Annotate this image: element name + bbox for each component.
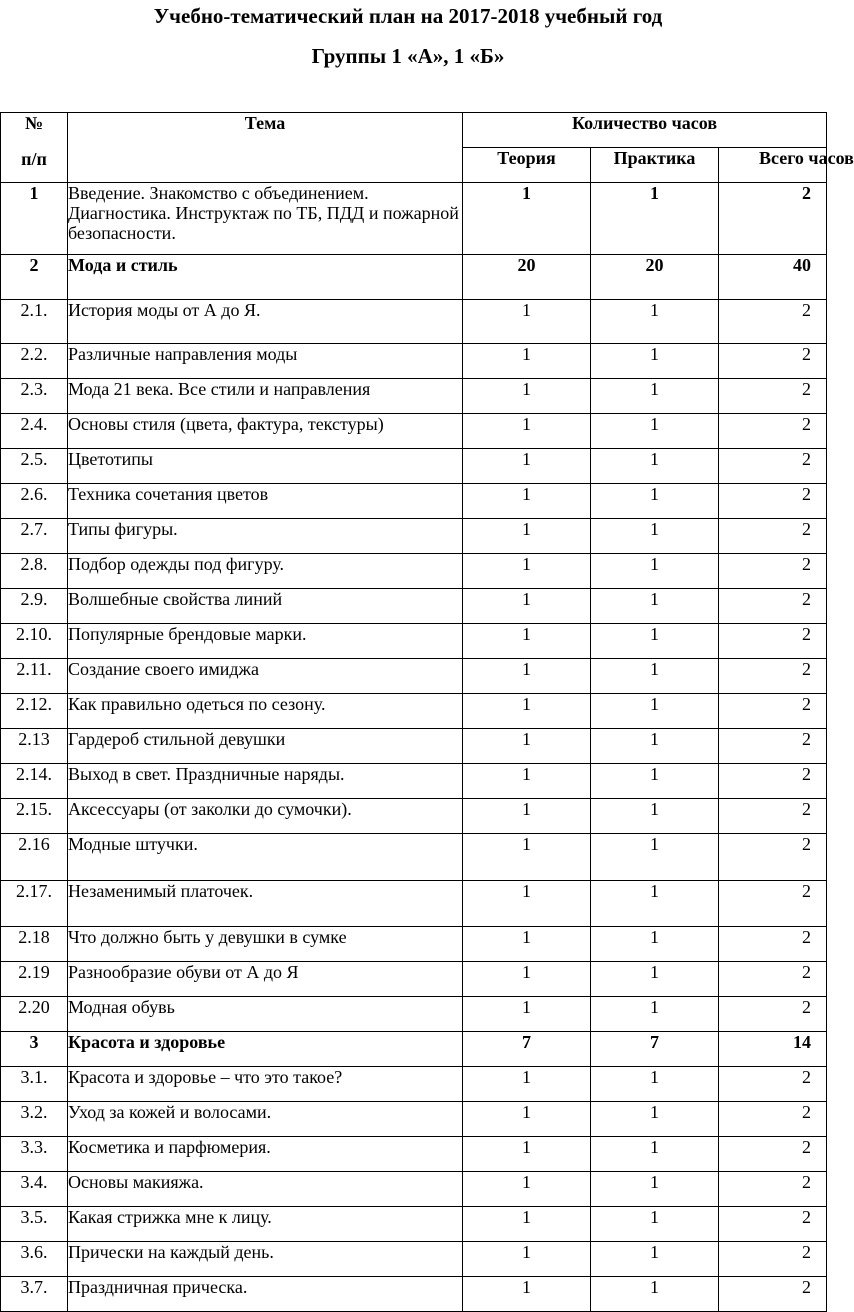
row-practice: 1: [591, 624, 719, 659]
row-number: 2.8.: [1, 554, 68, 589]
row-theory: 1: [463, 414, 591, 449]
row-number: 2.9.: [1, 589, 68, 624]
row-number: 2.6.: [1, 484, 68, 519]
row-number: 3.1.: [1, 1067, 68, 1102]
row-theory: 7: [463, 1032, 591, 1067]
row-total: 2: [719, 927, 827, 962]
table-row: [1, 962, 827, 997]
row-theory: 1: [463, 927, 591, 962]
row-number: 3.2.: [1, 1102, 68, 1137]
row-number: 3.4.: [1, 1172, 68, 1207]
row-theory: 1: [463, 1277, 591, 1312]
header-theory: Теория: [463, 148, 591, 183]
table-row: [1, 834, 827, 881]
row-total: 2: [719, 834, 827, 881]
table-row: [1, 414, 827, 449]
row-topic: Типы фигуры.: [68, 519, 463, 554]
row-practice: 1: [591, 729, 719, 764]
table-row: [1, 1102, 827, 1137]
table-row: [1, 1137, 827, 1172]
row-topic: Незаменимый платочек.: [68, 881, 463, 927]
row-total: 2: [719, 414, 827, 449]
table-row: [1, 344, 827, 379]
row-number: 2.4.: [1, 414, 68, 449]
table-row: [1, 1032, 827, 1067]
row-practice: 1: [591, 694, 719, 729]
row-theory: 1: [463, 344, 591, 379]
header-practice: Практика: [591, 148, 719, 183]
row-total: 2: [719, 300, 827, 344]
row-topic: Аксессуары (от заколки до сумочки).: [68, 799, 463, 834]
row-theory: 1: [463, 694, 591, 729]
row-theory: 1: [463, 962, 591, 997]
row-topic: Прически на каждый день.: [68, 1242, 463, 1277]
row-practice: 1: [591, 344, 719, 379]
row-practice: 1: [591, 659, 719, 694]
row-total: 2: [719, 379, 827, 414]
row-number: 2.10.: [1, 624, 68, 659]
row-theory: 1: [463, 1102, 591, 1137]
row-theory: 1: [463, 624, 591, 659]
row-theory: 1: [463, 1242, 591, 1277]
row-total: 2: [719, 1137, 827, 1172]
table-row: [1, 659, 827, 694]
header-number-line1: №: [24, 113, 44, 133]
row-topic: Введение. Знакомство с объединением. Диагностика. Инструктаж по ТБ, ПДД и пожарной безопасности.: [68, 183, 463, 255]
row-theory: 1: [463, 379, 591, 414]
row-topic: Выход в свет. Праздничные наряды.: [68, 764, 463, 799]
curriculum-table: [0, 112, 854, 1312]
row-theory: 1: [463, 484, 591, 519]
row-topic: Уход за кожей и волосами.: [68, 1102, 463, 1137]
row-number: 2.15.: [1, 799, 68, 834]
row-number: 2: [1, 255, 68, 300]
row-topic: Красота и здоровье: [68, 1032, 463, 1067]
row-total: 2: [719, 344, 827, 379]
table-row: [1, 255, 827, 300]
row-total: 2: [719, 1207, 827, 1242]
row-topic: Праздничная прическа.: [68, 1277, 463, 1312]
row-theory: 1: [463, 659, 591, 694]
row-total: 2: [719, 624, 827, 659]
table-row: [1, 300, 827, 344]
row-number: 2.7.: [1, 519, 68, 554]
row-total: 2: [719, 881, 827, 927]
row-number: 2.11.: [1, 659, 68, 694]
row-practice: 1: [591, 962, 719, 997]
row-practice: 1: [591, 997, 719, 1032]
header-number-line2: п/п: [21, 149, 47, 169]
row-total: 2: [719, 694, 827, 729]
row-topic: Основы макияжа.: [68, 1172, 463, 1207]
row-theory: 1: [463, 881, 591, 927]
table-row: [1, 554, 827, 589]
row-number: 2.3.: [1, 379, 68, 414]
row-theory: 1: [463, 449, 591, 484]
table-row: [1, 729, 827, 764]
table-row: [1, 1242, 827, 1277]
row-theory: 1: [463, 519, 591, 554]
row-theory: 1: [463, 997, 591, 1032]
row-total: 2: [719, 1172, 827, 1207]
row-practice: 1: [591, 799, 719, 834]
table-header-row: [1, 113, 827, 148]
row-practice: 1: [591, 881, 719, 927]
document-subtitle: Группы 1 «А», 1 «Б»: [311, 44, 505, 68]
table-row: [1, 1277, 827, 1312]
row-total: 14: [719, 1032, 827, 1067]
row-theory: 1: [463, 183, 591, 255]
row-total: 2: [719, 1242, 827, 1277]
row-number: 2.19: [1, 962, 68, 997]
row-topic: Как правильно одеться по сезону.: [68, 694, 463, 729]
row-number: 2.2.: [1, 344, 68, 379]
table-row: [1, 484, 827, 519]
row-practice: 1: [591, 414, 719, 449]
row-total: 2: [719, 764, 827, 799]
row-practice: 1: [591, 1172, 719, 1207]
row-practice: 1: [591, 589, 719, 624]
table-row: [1, 1172, 827, 1207]
row-practice: 1: [591, 519, 719, 554]
table-row: [1, 1207, 827, 1242]
row-number: 1: [1, 183, 68, 255]
row-total: 2: [719, 554, 827, 589]
row-number: 2.20: [1, 997, 68, 1032]
row-number: 3.3.: [1, 1137, 68, 1172]
row-theory: 1: [463, 1137, 591, 1172]
row-topic: Цветотипы: [68, 449, 463, 484]
row-total: 2: [719, 484, 827, 519]
document-title: Учебно-тематический план на 2017-2018 учебный год: [153, 4, 663, 28]
row-practice: 1: [591, 834, 719, 881]
header-total: Всего часов: [719, 148, 827, 183]
row-topic: Основы стиля (цвета, фактура, текстуры): [68, 414, 463, 449]
table-row: [1, 799, 827, 834]
row-topic: Техника сочетания цветов: [68, 484, 463, 519]
row-practice: 1: [591, 1277, 719, 1312]
header-number: [1, 113, 68, 183]
row-practice: 20: [591, 255, 719, 300]
row-number: 3.5.: [1, 1207, 68, 1242]
row-practice: 1: [591, 379, 719, 414]
row-number: 2.1.: [1, 300, 68, 344]
row-practice: 1: [591, 1207, 719, 1242]
row-total: 2: [719, 659, 827, 694]
table-row: [1, 764, 827, 799]
row-topic: Мода и стиль: [68, 255, 463, 300]
row-practice: 1: [591, 1137, 719, 1172]
row-number: 3.6.: [1, 1242, 68, 1277]
row-topic: Красота и здоровье – что это такое?: [68, 1067, 463, 1102]
table-row: [1, 997, 827, 1032]
table-row: [1, 1067, 827, 1102]
header-topic: Тема: [68, 113, 463, 183]
row-number: 2.13: [1, 729, 68, 764]
row-total: 2: [719, 589, 827, 624]
row-total: 2: [719, 997, 827, 1032]
row-practice: 1: [591, 1242, 719, 1277]
row-theory: 20: [463, 255, 591, 300]
row-number: 3: [1, 1032, 68, 1067]
row-number: 2.5.: [1, 449, 68, 484]
row-topic: Какая стрижка мне к лицу.: [68, 1207, 463, 1242]
table-row: [1, 449, 827, 484]
row-practice: 1: [591, 927, 719, 962]
row-practice: 7: [591, 1032, 719, 1067]
row-practice: 1: [591, 1067, 719, 1102]
row-topic: Модные штучки.: [68, 834, 463, 881]
row-theory: 1: [463, 1172, 591, 1207]
row-total: 2: [719, 1102, 827, 1137]
row-total: 2: [719, 1277, 827, 1312]
row-number: 2.14.: [1, 764, 68, 799]
row-topic: Мода 21 века. Все стили и направления: [68, 379, 463, 414]
row-topic: Создание своего имиджа: [68, 659, 463, 694]
table-row: [1, 927, 827, 962]
row-practice: 1: [591, 484, 719, 519]
row-practice: 1: [591, 1102, 719, 1137]
row-topic: Популярные брендовые марки.: [68, 624, 463, 659]
row-theory: 1: [463, 1207, 591, 1242]
row-total: 40: [719, 255, 827, 300]
table-row: [1, 519, 827, 554]
row-total: 2: [719, 962, 827, 997]
row-topic: Разнообразие обуви от А до Я: [68, 962, 463, 997]
table-row: [1, 183, 827, 255]
table-row: [1, 589, 827, 624]
table-row: [1, 694, 827, 729]
row-topic: Косметика и парфюмерия.: [68, 1137, 463, 1172]
row-topic: История моды от А до Я.: [68, 300, 463, 344]
row-total: 2: [719, 729, 827, 764]
table-row: [1, 624, 827, 659]
row-theory: 1: [463, 729, 591, 764]
row-topic: Подбор одежды под фигуру.: [68, 554, 463, 589]
row-topic: Что должно быть у девушки в сумке: [68, 927, 463, 962]
row-topic: Волшебные свойства линий: [68, 589, 463, 624]
row-practice: 1: [591, 764, 719, 799]
row-theory: 1: [463, 834, 591, 881]
row-theory: 1: [463, 300, 591, 344]
row-topic: Гардероб стильной девушки: [68, 729, 463, 764]
row-number: 3.7.: [1, 1277, 68, 1312]
row-theory: 1: [463, 589, 591, 624]
row-theory: 1: [463, 554, 591, 589]
row-theory: 1: [463, 1067, 591, 1102]
row-total: 2: [719, 519, 827, 554]
row-total: 2: [719, 449, 827, 484]
row-total: 2: [719, 1067, 827, 1102]
row-topic: Модная обувь: [68, 997, 463, 1032]
row-practice: 1: [591, 449, 719, 484]
row-number: 2.18: [1, 927, 68, 962]
row-number: 2.12.: [1, 694, 68, 729]
row-total: 2: [719, 799, 827, 834]
row-number: 2.16: [1, 834, 68, 881]
row-practice: 1: [591, 554, 719, 589]
row-topic: Различные направления моды: [68, 344, 463, 379]
row-theory: 1: [463, 764, 591, 799]
table-row: [1, 379, 827, 414]
header-hours: Количество часов: [463, 113, 827, 148]
row-number: 2.17.: [1, 881, 68, 927]
row-total: 2: [719, 183, 827, 255]
row-practice: 1: [591, 183, 719, 255]
row-practice: 1: [591, 300, 719, 344]
row-theory: 1: [463, 799, 591, 834]
table-row: [1, 881, 827, 927]
